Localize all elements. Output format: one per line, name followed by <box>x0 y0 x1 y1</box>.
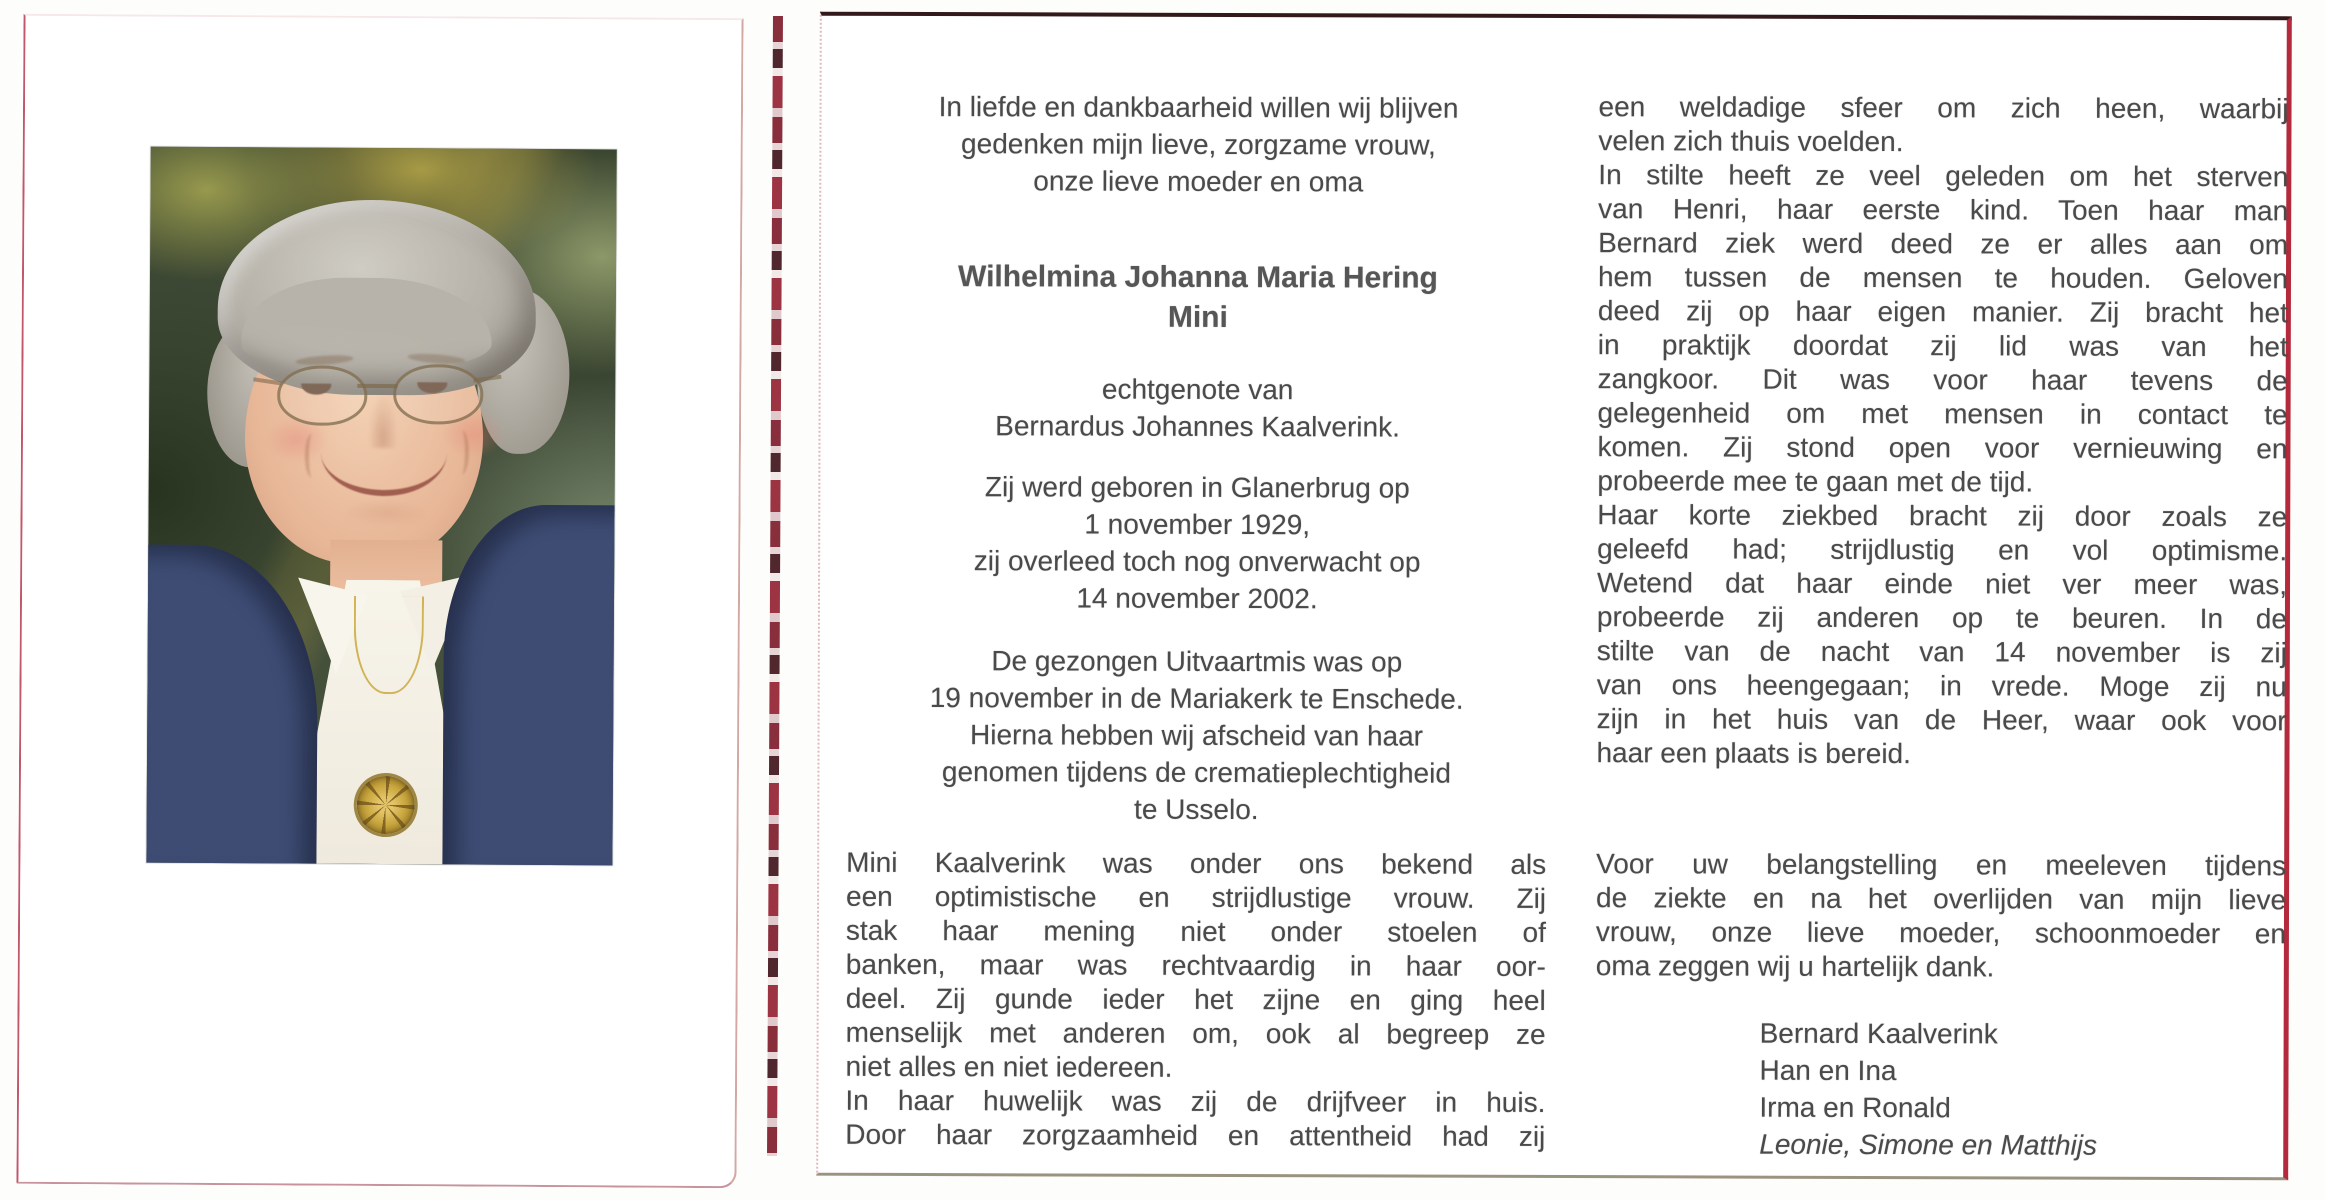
text-line: de ziekte en na het overlijden van mijn lieve <box>1596 882 2287 916</box>
text-line: gelegenheid om met mensen in contact te <box>1597 397 2288 431</box>
signature-names <box>1759 1015 2285 1165</box>
text-line: Leonie, Simone en Matthijs <box>1759 1128 2098 1161</box>
text-line: van Henri, haar eerste kind. Toen haar man <box>1598 193 2289 227</box>
pendant-medallion <box>357 776 415 834</box>
text-line: haar een plaats is bereid. <box>1596 737 1911 770</box>
text-line: van ons heengegaan; in vrede. Moge zij nu <box>1596 669 2287 703</box>
photo-panel <box>16 14 743 1188</box>
spouse-text <box>847 370 1547 446</box>
text-line: 1 november 1929, <box>1084 508 1311 541</box>
text-line: De gezongen Uitvaartmis was op <box>991 645 1403 678</box>
continuation-column <box>1595 18 2289 1164</box>
text-line: niet alles en niet iedereen. <box>845 1050 1173 1083</box>
text-line: 14 november 2002. <box>1076 582 1318 615</box>
text-line: gedenken mijn lieve, zorgzame vrouw, <box>961 128 1436 161</box>
scan-fold-crease <box>767 16 783 1156</box>
text-line: een weldadige sfeer om zich heen, waarbij <box>1598 91 2289 125</box>
text-line: Han en Ina <box>1759 1054 1897 1087</box>
text-line: onze lieve moeder en oma <box>1033 165 1364 198</box>
text-line: Wetend dat haar einde niet ver meer was, <box>1596 567 2288 601</box>
text-line: zangkoor. Dit was voor haar tevens de <box>1597 363 2288 397</box>
text-line: een optimistische en strijdlustige vrouw. Zij <box>846 880 1547 914</box>
text-line: Wilhelmina Johanna Maria Hering <box>958 260 1438 295</box>
text-line: geleefd had; strijdlustig en vol optimisme. <box>1597 533 2288 567</box>
text-line: stak haar mening niet onder stoelen of <box>845 914 1546 948</box>
text-line: zijn in het huis van de Heer, waar ook voor <box>1596 703 2287 737</box>
birth-death-text <box>847 468 1547 618</box>
text-line: te Usselo. <box>1134 793 1259 826</box>
text-line: Irma en Ronald <box>1759 1091 1951 1124</box>
home-paragraph <box>845 1084 1545 1154</box>
smile-crease <box>305 434 319 478</box>
thanks-paragraph <box>1596 847 2286 985</box>
text-line: komen. Zij stond open voor vernieuwing en <box>1597 431 2288 465</box>
text-line: menselijk met anderen om, ook al begreep ze <box>845 1016 1546 1050</box>
text-line: Door haar zorgzaamheid en attentheid had zij <box>845 1118 1546 1152</box>
text-line: zij overleed toch nog onverwacht op <box>973 545 1421 578</box>
text-line: stilte van de nacht van 14 november is zij <box>1596 635 2287 669</box>
text-line: Zij werd geboren in Glanerbrug op <box>984 471 1410 504</box>
text-line: banken, maar was rechtvaardig in haar oor- <box>845 948 1546 982</box>
text-line: Bernard ziek werd deed ze er alles aan om <box>1598 227 2289 261</box>
memory-paragraph <box>845 846 1546 1086</box>
patterned-jacket <box>442 504 616 865</box>
text-line: probeerde zij anderen op te beuren. In de <box>1596 601 2287 635</box>
intro-text <box>848 88 1548 201</box>
text-line: hem tussen de mensen te houden. Geloven <box>1597 261 2289 295</box>
text-line: genomen tijdens de crematieplechtigheid <box>941 756 1451 789</box>
text-line: Bernard Kaalverink <box>1759 1017 1998 1050</box>
memorial-text-column <box>845 16 1549 1154</box>
text-line: Mini <box>1167 300 1228 334</box>
text-line: deel. Zij gunde ieder het zijne en ging heel <box>845 982 1546 1016</box>
funeral-service-text <box>846 642 1547 829</box>
text-line: probeerde mee te gaan met de tijd. <box>1597 465 2034 498</box>
text-line: Voor uw belangstelling en meeleven tijdens <box>1596 848 2287 882</box>
text-line: Hierna hebben wij afscheid van haar <box>970 719 1424 752</box>
text-line: 19 november in de Mariakerk te Enschede. <box>929 682 1464 715</box>
text-line: echtgenote van <box>1101 373 1294 406</box>
text-line: vrouw, onze lieve moeder, schoonmoeder en <box>1595 916 2286 950</box>
glasses-lens <box>393 364 483 425</box>
text-line: In liefde en dankbaarheid willen wij blijven <box>938 91 1459 124</box>
life-paragraph <box>1597 158 2288 500</box>
text-line: deed zij op haar eigen manier. Zij bracht het <box>1597 295 2288 329</box>
deceased-name-heading <box>848 257 1548 339</box>
text-panel <box>816 12 2292 1181</box>
text-line: Mini Kaalverink was onder ons bekend als <box>846 846 1547 880</box>
text-line: In haar huwelijk was zij de drijfveer in huis. <box>845 1084 1546 1118</box>
text-line: Haar korte ziekbed bracht zij door zoals ze <box>1597 499 2288 533</box>
chin-shadow <box>344 500 428 527</box>
text-line: In stilte heeft ze veel geleden om het sterven <box>1598 159 2289 193</box>
continuation-paragraph <box>1598 90 2288 160</box>
text-line: oma zeggen wij u hartelijk dank. <box>1595 950 1995 983</box>
text-line: Bernardus Johannes Kaalverink. <box>995 410 1400 443</box>
text-line: velen zich thuis voelden. <box>1598 125 1904 158</box>
glasses-bridge <box>357 384 397 388</box>
portrait-photo <box>146 147 616 866</box>
text-line: in praktijk doordat zij lid was van het <box>1597 329 2288 363</box>
final-days-paragraph <box>1596 498 2287 772</box>
glasses-lens <box>277 365 367 426</box>
